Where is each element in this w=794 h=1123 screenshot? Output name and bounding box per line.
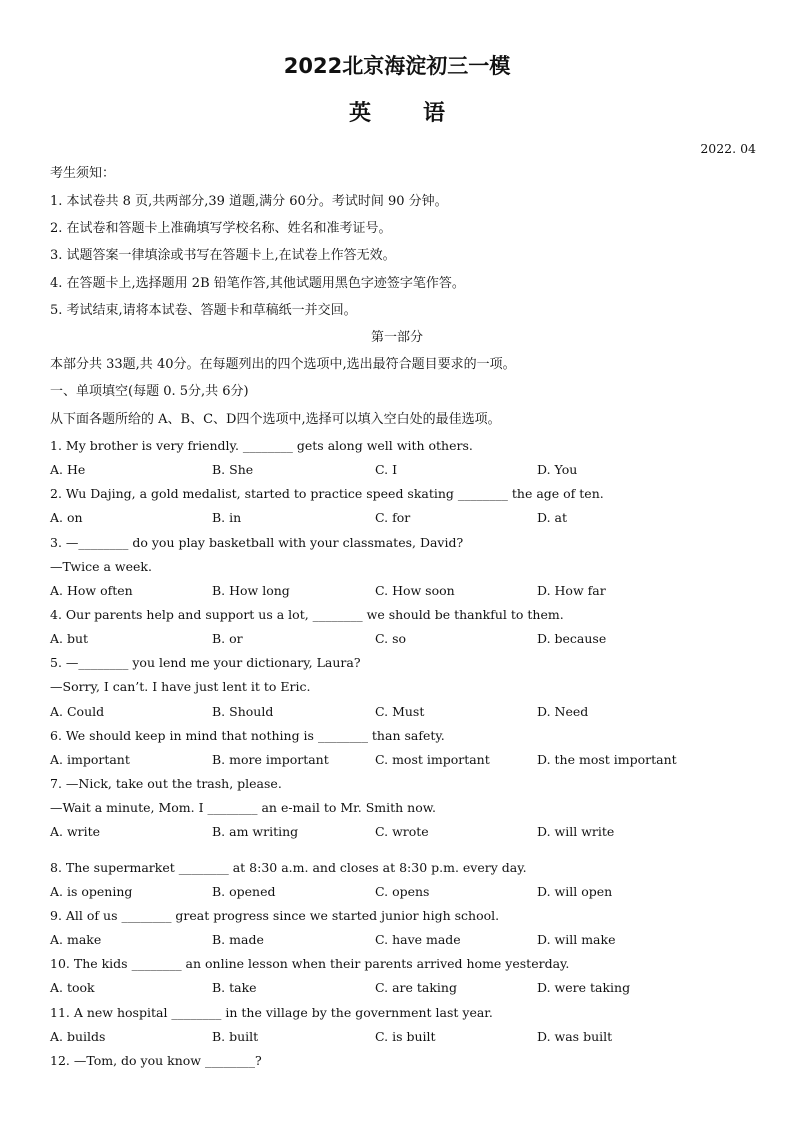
option-d: D. were taking xyxy=(537,980,631,995)
option-a: A. important xyxy=(50,752,130,767)
question-options xyxy=(50,509,750,527)
question-options xyxy=(50,751,750,769)
option-c: C. are taking xyxy=(375,980,457,995)
question-text: 8. The supermarket ________ at 8:30 a.m. and closes at 8:30 p.m. every day. xyxy=(50,860,527,875)
question-options xyxy=(50,630,750,648)
section-instruction: 从下面各题所给的 A、B、C、D四个选项中,选择可以填入空白处的最佳选项。 xyxy=(50,412,501,427)
option-c: C. is built xyxy=(375,1029,436,1044)
option-d: D. at xyxy=(537,510,567,525)
option-b: B. take xyxy=(212,980,257,995)
question-text: 12. —Tom, do you know ________? xyxy=(50,1053,262,1068)
question-text: 10. The kids ________ an online lesson when their parents arrived home yesterday. xyxy=(50,956,570,971)
option-d: D. You xyxy=(537,462,578,477)
option-c: C. Must xyxy=(375,704,425,719)
option-b: B. more important xyxy=(212,752,329,767)
notice-item: 3. 试题答案一律填涂或书写在答题卡上,在试卷上作答无效。 xyxy=(50,248,396,263)
question-options xyxy=(50,582,750,600)
option-b: B. in xyxy=(212,510,242,525)
question-text: 1. My brother is very friendly. ________ gets along well with others. xyxy=(50,438,473,453)
option-d: D. because xyxy=(537,631,607,646)
option-a: A. How often xyxy=(50,583,133,598)
question-text: 11. A new hospital ________ in the village by the government last year. xyxy=(50,1005,493,1020)
option-a: A. took xyxy=(50,980,95,995)
option-b: B. How long xyxy=(212,583,290,598)
question-text: 4. Our parents help and support us a lot, ________ we should be thankful to them. xyxy=(50,607,564,622)
option-b: B. or xyxy=(212,631,243,646)
question-text: 7. —Nick, take out the trash, please. xyxy=(50,776,282,791)
question-text: —Twice a week. xyxy=(50,559,152,574)
option-b: B. am writing xyxy=(212,824,299,839)
question-text: 9. All of us ________ great progress since we started junior high school. xyxy=(50,908,500,923)
section-title: 一、单项填空(每题 0. 5分,共 6分) xyxy=(50,384,249,399)
question-options xyxy=(50,703,750,721)
option-a: A. He xyxy=(50,462,86,477)
question-text: 5. —________ you lend me your dictionary, Laura? xyxy=(50,655,361,670)
option-d: D. will open xyxy=(537,884,613,899)
question-options xyxy=(50,883,750,901)
option-a: A. builds xyxy=(50,1029,106,1044)
option-b: B. built xyxy=(212,1029,259,1044)
option-b: B. made xyxy=(212,932,264,947)
question-text: 3. —________ do you play basketball with your classmates, David? xyxy=(50,535,464,550)
question-text: —Wait a minute, Mom. I ________ an e-mail to Mr. Smith now. xyxy=(50,800,436,815)
question-options xyxy=(50,461,750,479)
part-label: 第一部分 xyxy=(370,330,423,345)
option-a: A. write xyxy=(50,824,101,839)
option-c: C. wrote xyxy=(375,824,429,839)
option-d: D. How far xyxy=(537,583,606,598)
question-text: 2. Wu Dajing, a gold medalist, started to practice speed skating ________ the age of ten. xyxy=(50,486,604,501)
option-c: C. opens xyxy=(375,884,430,899)
question-options xyxy=(50,979,750,997)
exam-date: 2022. 04 xyxy=(700,141,756,156)
option-c: C. most important xyxy=(375,752,490,767)
option-c: C. have made xyxy=(375,932,461,947)
option-d: D. will make xyxy=(537,932,616,947)
exam-title: 2022北京海淀初三一模 xyxy=(283,54,511,78)
option-a: A. make xyxy=(50,932,102,947)
option-d: D. was built xyxy=(537,1029,613,1044)
option-c: C. I xyxy=(375,462,398,477)
question-text: 6. We should keep in mind that nothing is ________ than safety. xyxy=(50,728,445,743)
option-a: A. but xyxy=(50,631,89,646)
option-c: C. so xyxy=(375,631,407,646)
option-a: A. on xyxy=(50,510,83,525)
option-b: B. opened xyxy=(212,884,276,899)
option-b: B. Should xyxy=(212,704,274,719)
option-c: C. How soon xyxy=(375,583,455,598)
notice-item: 1. 本试卷共 8 页,共两部分,39 道题,满分 60分。考试时间 90 分钟。 xyxy=(50,194,448,209)
notice-item: 5. 考试结束,请将本试卷、答题卡和草稿纸一并交回。 xyxy=(50,303,357,318)
option-c: C. for xyxy=(375,510,411,525)
question-text: —Sorry, I can’t. I have just lent it to Eric. xyxy=(50,679,311,694)
option-a: A. is opening xyxy=(50,884,133,899)
question-options xyxy=(50,931,750,949)
option-d: D. the most important xyxy=(537,752,677,767)
option-a: A. Could xyxy=(50,704,105,719)
question-options xyxy=(50,823,750,841)
option-d: D. will write xyxy=(537,824,615,839)
notice-item: 2. 在试卷和答题卡上准确填写学校名称、姓名和准考证号。 xyxy=(50,221,392,236)
notice-heading: 考生须知： xyxy=(50,166,116,181)
question-options xyxy=(50,1028,750,1046)
notice-item: 4. 在答题卡上,选择题用 2B 铅笔作答,其他试题用黑色字迹签字笔作答。 xyxy=(50,276,465,291)
option-b: B. She xyxy=(212,462,254,477)
part-intro: 本部分共 33题,共 40分。在每题列出的四个选项中,选出最符合题目要求的一项。 xyxy=(50,357,516,372)
option-d: D. Need xyxy=(537,704,589,719)
subject-title: 英语 xyxy=(348,101,497,126)
